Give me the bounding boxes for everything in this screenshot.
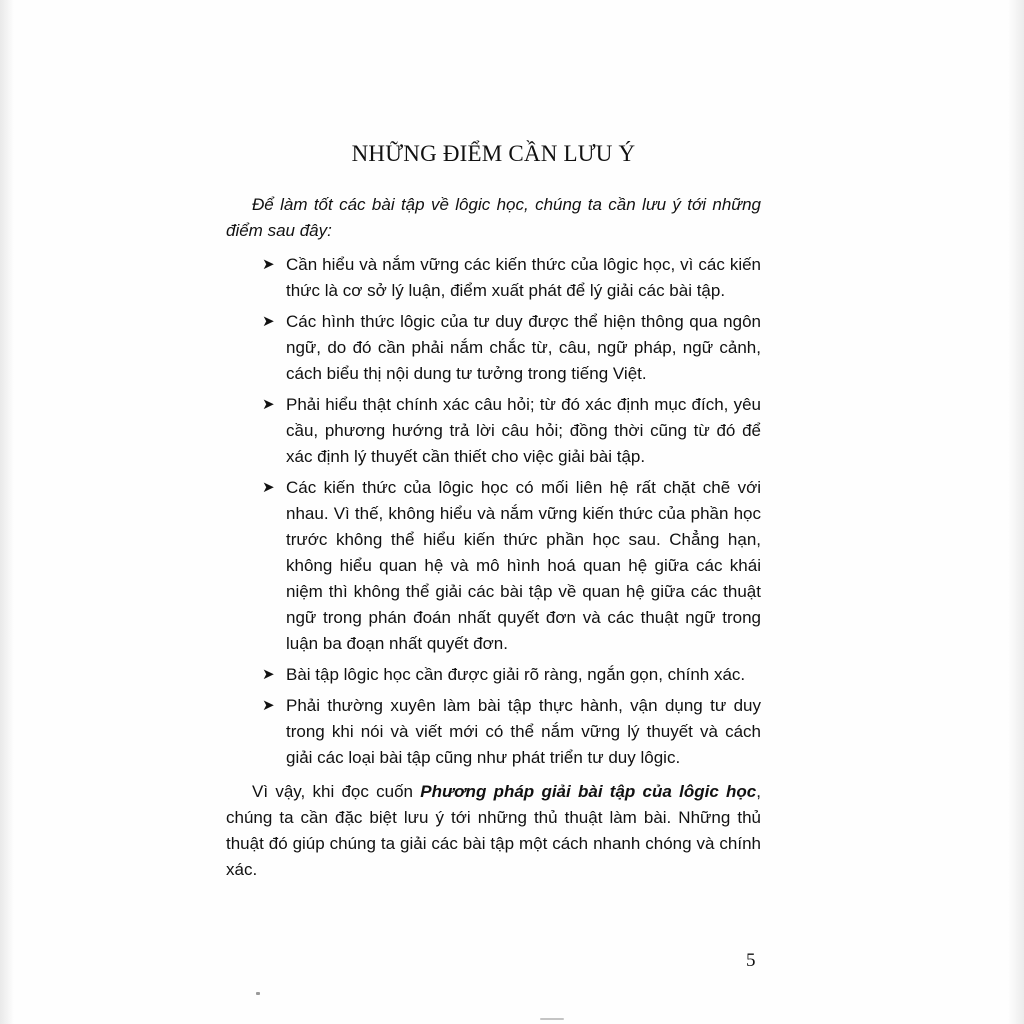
list-item (226, 693, 761, 771)
list-item-text: Các kiến thức của lôgic học có mối liên hệ rất chặt chẽ với nhau. Vì thế, không hiểu và nắm vững kiến thức của phần học trước không thể hiểu kiến thức phần học sau. Chẳng hạn, không hiểu quan hệ và mô hình hoá quan hệ giữa các khái niệm thì không thể giải các bài tập về quan hệ giữa các thuật ngữ trong phán đoán nhất quyết đơn và các thuật ngữ trong luận ba đoạn nhất quyết đơn. (286, 478, 761, 653)
book-title: Phương pháp giải bài tập của lôgic học (420, 782, 757, 801)
closing-text-end: , chúng ta cần đặc biệt lưu ý tới những thủ thuật làm bài. Những thủ thuật đó giúp chúng ta giải các bài tập một cách nhanh chóng và chính xác. (226, 782, 761, 879)
page-number: 5 (746, 950, 756, 971)
page-content (226, 138, 761, 883)
list-item (226, 252, 761, 304)
closing-text-start: Vì vậy, khi đọc cuốn (252, 782, 421, 801)
arrowhead-bullet-icon: ➤ (262, 666, 275, 683)
list-item-text: Phải hiểu thật chính xác câu hỏi; từ đó xác định mục đích, yêu cầu, phương hướng trả lời câu hỏi; đồng thời cũng từ đó để xác định lý thuyết cần thiết cho việc giải bài tập. (286, 395, 761, 466)
list-item (226, 392, 761, 470)
list-item-text: Cần hiểu và nắm vững các kiến thức của lôgic học, vì các kiến thức là cơ sở lý luận, điểm xuất phát để lý giải các bài tập. (286, 255, 761, 300)
list-item (226, 475, 761, 657)
list-item-text: Các hình thức lôgic của tư duy được thể hiện thông qua ngôn ngữ, do đó cần phải nắm chắc từ, câu, ngữ pháp, ngữ cảnh, cách biểu thị nội dung tư tưởng trong tiếng Việt. (286, 312, 761, 383)
page-edge-right (1008, 0, 1024, 1024)
list-item (226, 309, 761, 387)
arrowhead-bullet-icon: ➤ (262, 256, 275, 273)
arrowhead-bullet-icon: ➤ (262, 313, 275, 330)
page-title: NHỮNG ĐIỂM CẦN LƯU Ý (351, 141, 636, 166)
list-item (226, 662, 761, 688)
arrowhead-bullet-icon: ➤ (262, 396, 275, 413)
scan-speck (256, 992, 260, 995)
closing-paragraph (226, 779, 761, 883)
arrowhead-bullet-icon: ➤ (262, 697, 275, 714)
list-item-text: Bài tập lôgic học cần được giải rõ ràng, ngắn gọn, chính xác. (286, 665, 746, 684)
intro-paragraph: Để làm tốt các bài tập về lôgic học, chúng ta cần lưu ý tới những điểm sau đây: (226, 195, 761, 240)
arrowhead-bullet-icon: ➤ (262, 479, 275, 496)
list-item-text: Phải thường xuyên làm bài tập thực hành, vận dụng tư duy trong khi nói và viết mới có thể nắm vững lý thuyết và cách giải các loại bài tập cũng như phát triển tư duy lôgic. (286, 696, 761, 767)
page-edge-left (0, 0, 14, 1024)
scan-speck (540, 1018, 564, 1020)
notes-list (226, 252, 761, 771)
